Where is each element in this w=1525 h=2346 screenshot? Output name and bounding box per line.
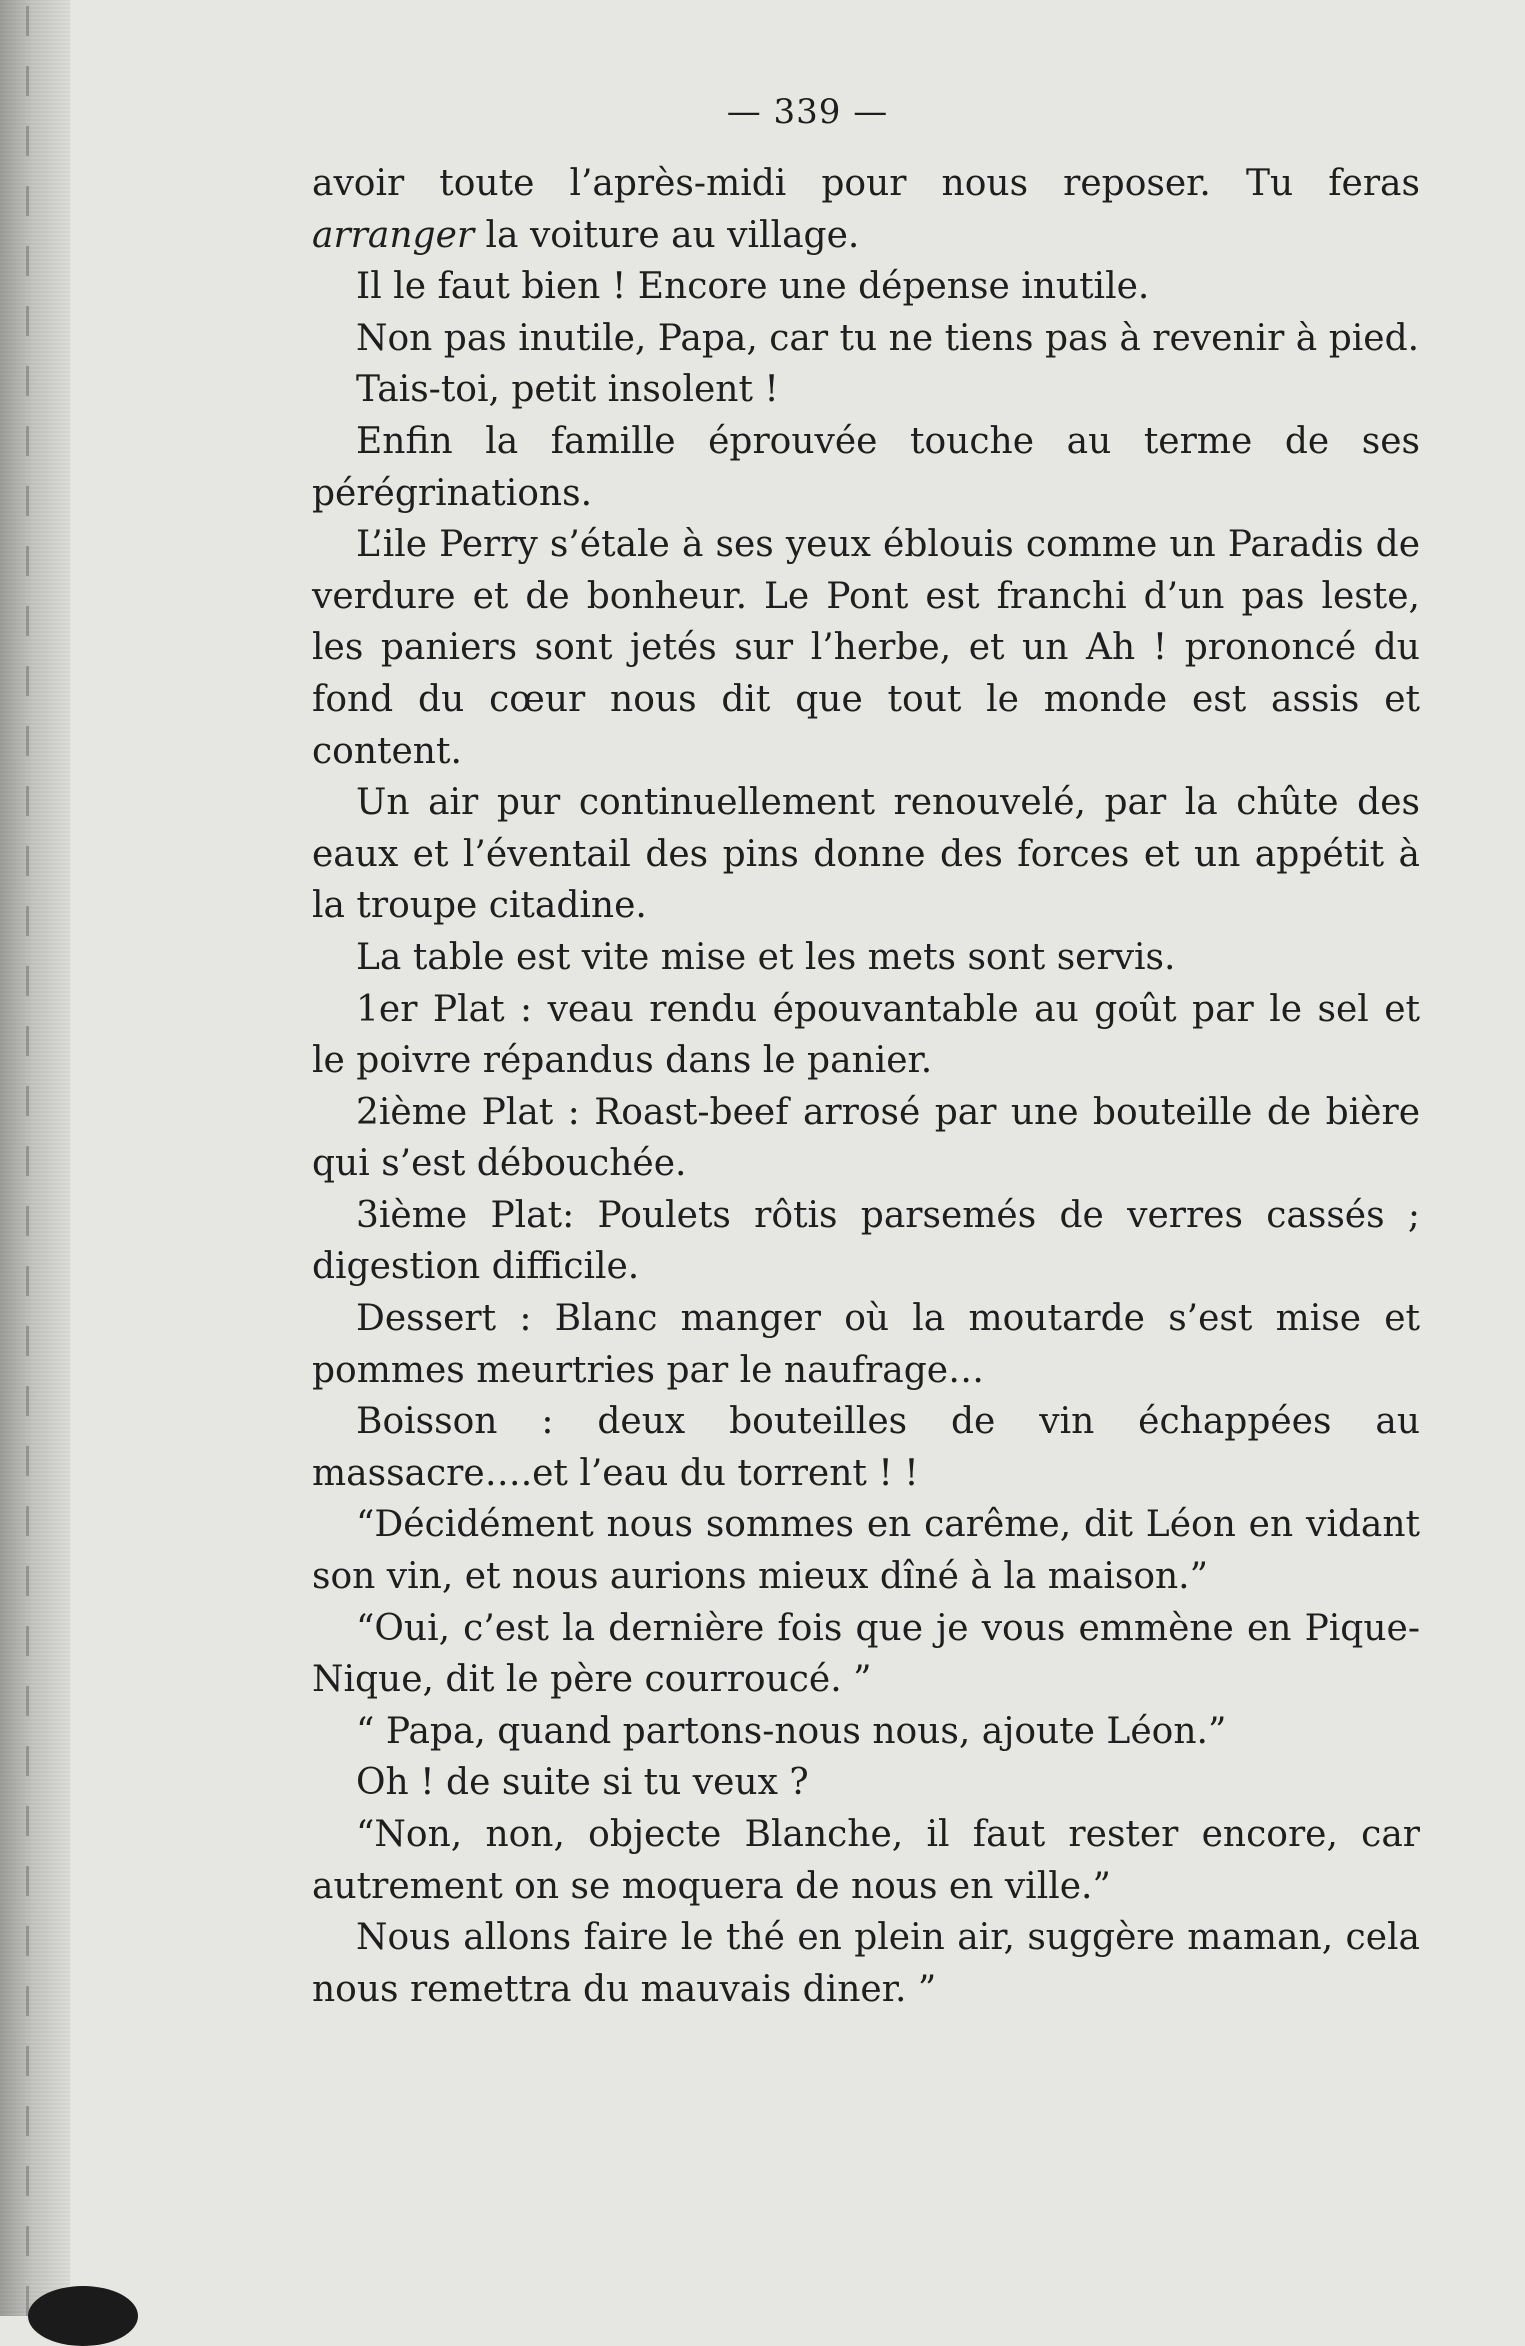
body-text (312, 158, 1420, 2015)
paragraph-5: Enfin la famille éprouvée touche au terme de ses pérégrinations. (312, 420, 1420, 514)
paragraph-1 (312, 158, 1420, 261)
paragraph-text: avoir toute l’après-midi pour nous reposer. Tu feras (312, 163, 1420, 204)
paragraph-2: Il le faut bien ! Encore une dépense inutile. (356, 266, 1150, 308)
paragraph-6: L’ile Perry s’étale à ses yeux éblouis comme un Paradis de verdure et de bonheur. Le Pont est franchi d’un pas leste, les paniers sont jetés sur l’herbe, et un Ah ! prononcé du fond du cœur nous dit que tout le monde est assis et content. (312, 524, 1420, 772)
paragraph-17: Oh ! de suite si tu veux ? (356, 1762, 809, 1804)
paragraph-8: La table est vite mise et les mets sont servis. (356, 936, 1176, 978)
paragraph-12: Dessert : Blanc manger où la moutarde s’est mise et pommes meurtries par le naufrage… (312, 1298, 1420, 1391)
paragraph-18: “Non, non, objecte Blanche, il faut rester encore, car autrement on se moquera de nous en ville.” (312, 1814, 1420, 1907)
paragraph-3: Non pas inutile, Papa, car tu ne tiens pas à revenir à pied. (356, 317, 1420, 359)
scan-corner-blot (28, 2286, 138, 2346)
italic-word: arranger (312, 214, 475, 256)
paragraph-7: Un air pur continuellement renouvelé, par la chûte des eaux et l’éventail des pins donne des forces et un appétit à la troupe citadine. (312, 782, 1420, 927)
paragraph-14: “Décidément nous sommes en carême, dit Léon en vidant son vin, et nous aurions mieux dîné à la maison.” (312, 1504, 1420, 1598)
paragraph-13: Boisson : deux bouteilles de vin échappées au massacre….et l’eau du torrent ! ! (312, 1401, 1420, 1494)
page-number: — 339 — (726, 92, 889, 132)
paragraph-19: Nous allons faire le thé en plein air, suggère maman, cela nous remettra du mauvais diner. ” (312, 1917, 1420, 2010)
paragraph-16: “ Papa, quand partons-nous nous, ajoute Léon.” (356, 1710, 1227, 1752)
paragraph-9: 1er Plat : veau rendu épouvantable au goût par le sel et le poivre répandus dans le panier. (312, 988, 1420, 1082)
paragraph-15: “Oui, c’est la dernière fois que je vous emmène en Pique-Nique, dit le père courroucé. ” (312, 1607, 1420, 1701)
paragraph-text: la voiture au village. (474, 214, 860, 256)
paragraph-10: 2ième Plat : Roast-beef arrosé par une bouteille de bière qui s’est débouchée. (312, 1091, 1420, 1185)
paragraph-11: 3ième Plat: Poulets rôtis parsemés de verres cassés ; digestion difficile. (312, 1194, 1420, 1288)
paragraph-4: Tais-toi, petit insolent ! (356, 369, 779, 411)
